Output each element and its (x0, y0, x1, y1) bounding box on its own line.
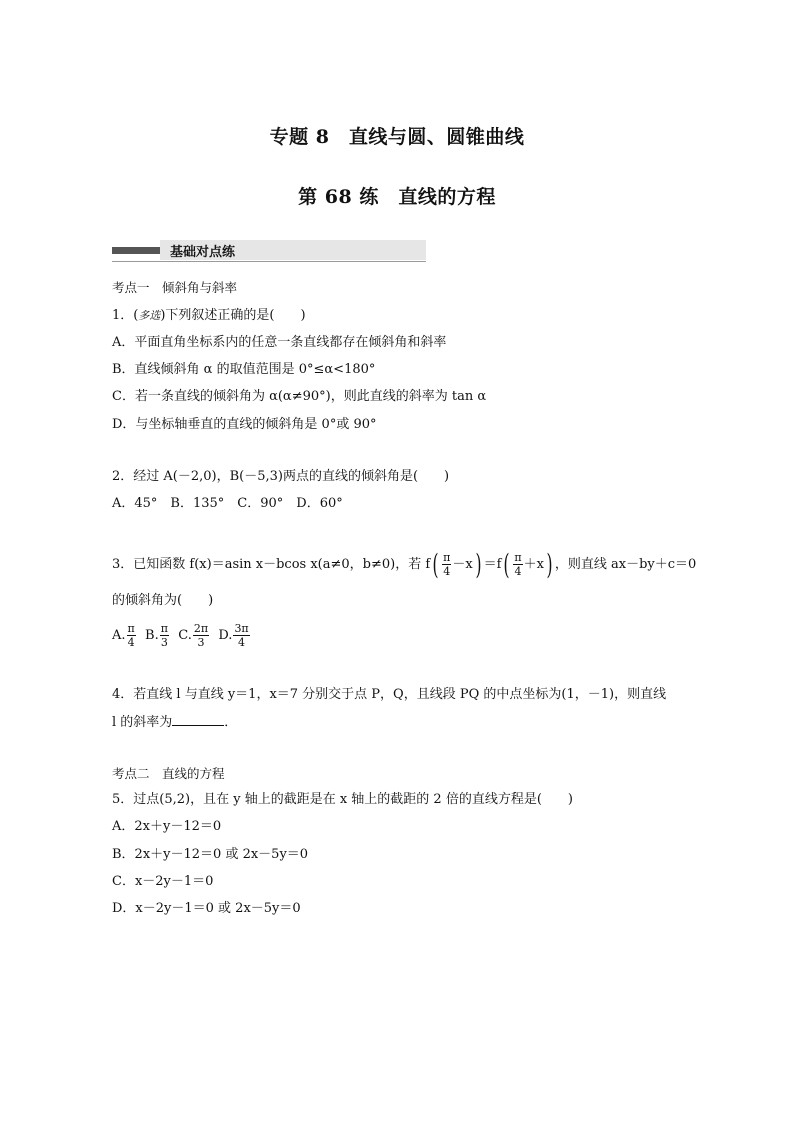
q3-option-b-label: B. (145, 628, 159, 643)
q4-line2-suffix: ． (224, 715, 238, 730)
q5-option-a: A．2x＋y－12＝0 (112, 819, 222, 834)
q4-answer-blank (172, 713, 224, 726)
q3-right-paren-1: ) (475, 547, 482, 581)
q3-eq-f: ＝f (483, 557, 502, 572)
q3-option-d-fraction: $\frac{3\pi}{4}$ (234, 622, 249, 649)
q3-plus-x: ＋x (523, 557, 544, 572)
q3-stem-line2: 的倾斜角为( ) (112, 593, 214, 608)
q3-stem-a: 3．已知函数 f(x)＝asin x－bcos x(a≠0，b≠0)，若 f (112, 557, 431, 572)
q4-line2-prefix: l 的斜率为 (112, 715, 173, 730)
q1-option-d: D．与坐标轴垂直的直线的倾斜角是 0°或 90° (112, 417, 377, 432)
section-banner-accent (112, 247, 160, 254)
q3-options (112, 620, 251, 652)
q3-stem (112, 548, 696, 582)
lesson-title: 第 68 练 直线的方程 (298, 186, 496, 208)
q1-option-c: C．若一条直线的倾斜角为 α(α≠90°)，则此直线的斜率为 tan α (112, 389, 487, 404)
q3-stem-b: ，则直线 ax－by＋c＝0 (554, 557, 697, 572)
q3-minus-x: －x (452, 557, 473, 572)
q4-line1: 4．若直线 l 与直线 y＝1，x＝7 分别交于点 P，Q，且线段 PQ 的中点坐标为(1，－1)，则直线 (112, 687, 667, 702)
q3-option-c-fraction: $\frac{2\pi}{3}$ (193, 622, 209, 649)
q5-option-b: B．2x＋y－12＝0 或 2x－5y＝0 (112, 847, 309, 862)
q2-options: A．45° B．135° C．90° D．60° (112, 496, 343, 511)
q4-line2 (112, 713, 237, 732)
q3-left-paren-2: ( (503, 547, 510, 581)
q3-right-paren-2: ) (546, 547, 553, 581)
q5-option-d: D．x－2y－1＝0 或 2x－5y＝0 (112, 901, 301, 916)
q2-stem: 2．经过 A(－2,0)，B(－5,3)两点的直线的倾斜角是( ) (112, 469, 450, 484)
q3-fraction-2: $\frac{\pi}{4}$ (514, 551, 522, 578)
part1-heading: 考点一 倾斜角与斜率 (112, 280, 238, 295)
q3-option-d-label: D. (218, 628, 233, 643)
q3-option-a-fraction: $\frac{\pi}{4}$ (127, 622, 135, 649)
q5-option-c: C．x－2y－1＝0 (112, 874, 214, 889)
q3-left-paren-1: ( (432, 547, 439, 581)
part2-heading: 考点二 直线的方程 (112, 766, 225, 781)
q1-option-a: A．平面直角坐标系内的任意一条直线都存在倾斜角和斜率 (112, 335, 447, 350)
q1-stem-prefix: 1．( (112, 308, 139, 323)
q3-option-a-label: A. (112, 628, 126, 643)
section-banner (112, 240, 426, 262)
q3-option-b-fraction: $\frac{\pi}{3}$ (160, 622, 168, 649)
q1-stem-suffix: )下列叙述正确的是( ) (160, 308, 306, 323)
q5-stem: 5．过点(5,2)，且在 y 轴上的截距是在 x 轴上的截距的 2 倍的直线方程是( ) (112, 792, 573, 807)
q1-stem (112, 307, 306, 325)
section-banner-underline (112, 261, 426, 262)
topic-title: 专题 8 直线与圆、圆锥曲线 (269, 126, 525, 148)
q3-option-c-label: C. (178, 628, 192, 643)
section-title: 基础对点练 (170, 245, 236, 260)
q1-multi-tag: 多选 (138, 309, 161, 322)
q1-option-b: B．直线倾斜角 α 的取值范围是 0°≤α<180° (112, 362, 376, 377)
q3-fraction-1: $\frac{\pi}{4}$ (443, 551, 451, 578)
